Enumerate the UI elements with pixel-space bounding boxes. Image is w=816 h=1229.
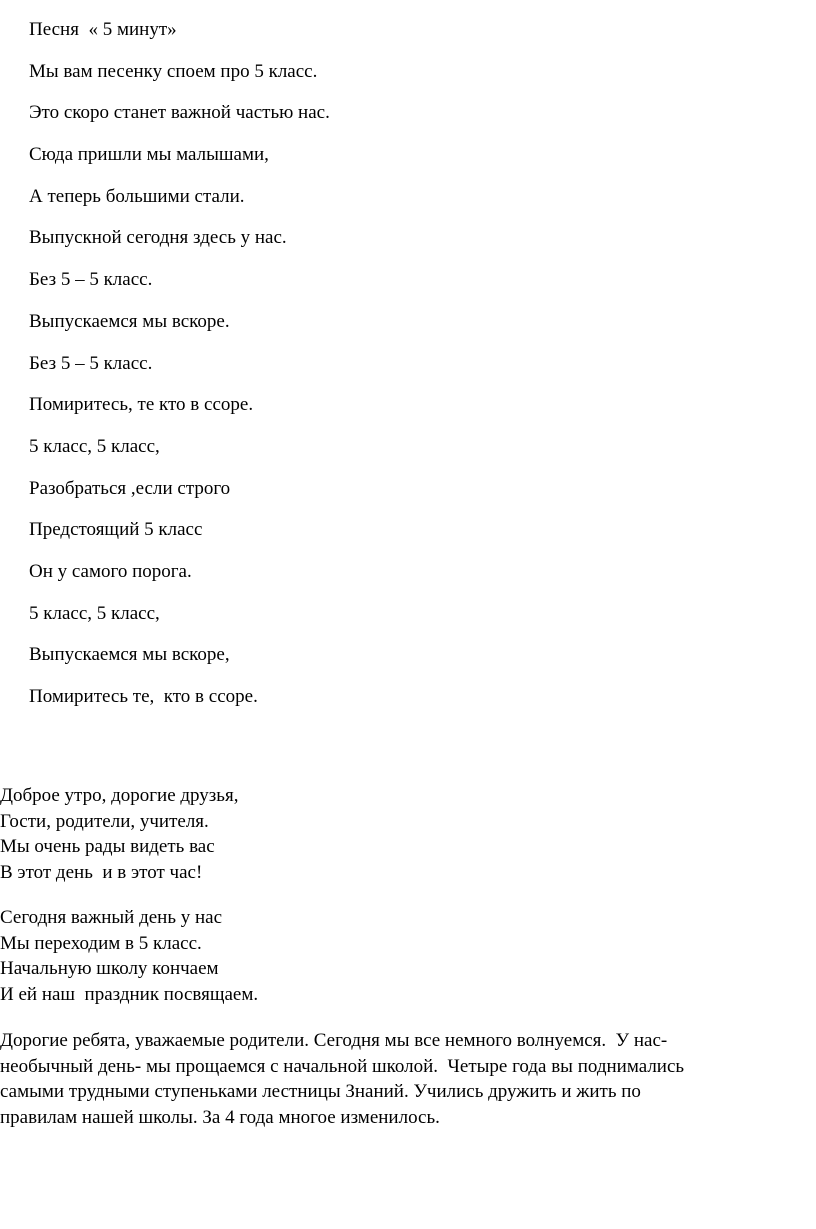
song-line: Помиритесь те, кто в ссоре. xyxy=(29,686,258,707)
song-block xyxy=(29,18,330,727)
verse-line: Доброе утро, дорогие друзья, xyxy=(0,785,239,806)
song-line: Без 5 – 5 класс. xyxy=(29,352,153,374)
song-line: Помиритесь, те кто в ссоре. xyxy=(29,394,254,416)
song-line: Без 5 – 5 класс. xyxy=(29,269,153,291)
song-line: Это скоро станет важной частью нас. xyxy=(29,102,330,124)
verse-line: Начальную школу кончаем xyxy=(0,958,219,979)
song-line: Разобраться ,если строго xyxy=(29,477,231,499)
song-title: Песня « 5 минут» xyxy=(29,19,177,40)
song-line: 5 класс, 5 класс, xyxy=(29,602,160,624)
paragraph-line: самыми трудными ступеньками лестницы Знаний. Учились дружить и жить по xyxy=(0,1081,641,1102)
song-line: Он у самого порога. xyxy=(29,560,192,582)
song-line: Выпускаемся мы вскоре. xyxy=(29,310,230,332)
verse-line: И ей наш праздник посвящаем. xyxy=(0,983,259,1005)
verse-line: Мы переходим в 5 класс. xyxy=(0,932,202,954)
verse-line: В этот день и в этот час! xyxy=(0,861,203,883)
paragraph-line: правилам нашей школы. За 4 года многое изменилось. xyxy=(0,1106,440,1128)
verse-line: Гости, родители, учителя. xyxy=(0,810,209,832)
verse-holiday xyxy=(0,905,810,1007)
verse-line: Сегодня важный день у нас xyxy=(0,907,223,928)
paragraph-line: Дорогие ребята, уважаемые родители. Сегодня мы все немного волнуемся. У нас- xyxy=(0,1030,668,1051)
song-line: Предстоящий 5 класс xyxy=(29,519,203,541)
paragraph-line: необычный день- мы прощаемся с начальной школой. Четыре года вы поднимались xyxy=(0,1055,685,1077)
song-line: Выпускной сегодня здесь у нас. xyxy=(29,227,287,249)
song-line: А теперь большими стали. xyxy=(29,185,245,207)
song-line: Выпускаемся мы вскоре, xyxy=(29,644,230,666)
speech-paragraph xyxy=(0,1028,810,1130)
song-line: Сюда пришли мы малышами, xyxy=(29,144,269,166)
verse-greeting xyxy=(0,783,810,885)
song-line: 5 класс, 5 класс, xyxy=(29,435,160,457)
song-line: Мы вам песенку споем про 5 класс. xyxy=(29,60,318,82)
verse-line: Мы очень рады видеть вас xyxy=(0,836,215,857)
